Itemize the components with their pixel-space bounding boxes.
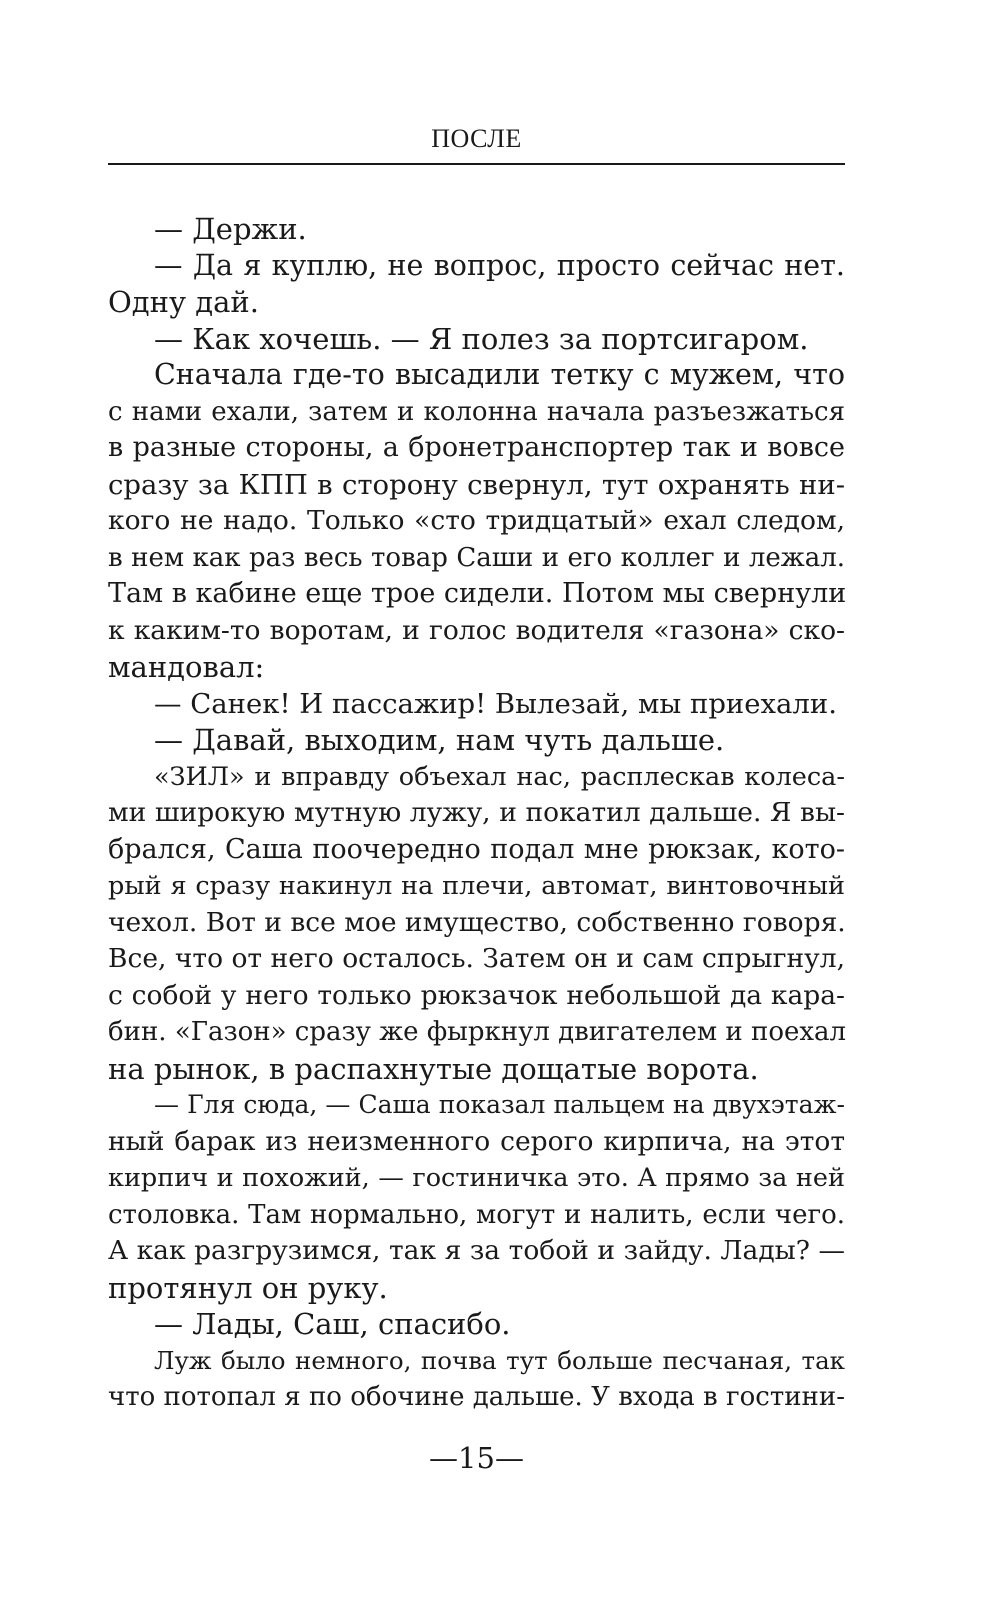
text-line: в разные стороны, а бронетранспортер так и вовсе [108, 432, 845, 463]
text-line: Луж было немного, почва тут больше песчаная, так [154, 1345, 845, 1375]
text-line: бин. «Газон» сразу же фыркнул двигателем и поехал [108, 1017, 847, 1047]
text-line: чехол. Вот и все мое имущество, собственно говоря. [108, 906, 846, 938]
text-line: протянул он руку. [108, 1270, 388, 1305]
text-line: кирпич и похожий, — гостиничка это. А прямо за ней [108, 1163, 845, 1193]
text-line: сразу за КПП в сторону свернул, тут охранять ни- [108, 468, 845, 501]
text-line: рый я сразу накинул на плечи, автомат, винтовочный [108, 871, 845, 901]
text-line: мандовал: [108, 650, 265, 684]
text-line: в нем как раз весь товар Саши и его коллег и лежал. [108, 542, 845, 573]
text-line: — Давай, выходим, нам чуть дальше. [154, 723, 725, 757]
body-text [108, 211, 845, 1416]
header-rule [108, 163, 845, 165]
text-line: на рынок, в распахнутые дощатые ворота. [108, 1051, 759, 1086]
text-line: что потопал я по обочине дальше. У входа в гостини- [108, 1382, 845, 1412]
text-line: с собой у него только рюкзачок небольшой да кара- [108, 979, 845, 1011]
text-line: Сначала где-то высадили тетку с мужем, что [154, 358, 845, 391]
text-line: кого не надо. Только «сто тридцатый» ехал следом, [108, 505, 845, 536]
text-line: ный барак из неизменного серого кирпича, на этот [108, 1125, 845, 1157]
text-line: А как разгрузимся, так я за тобой и зайду. Лады? — [108, 1235, 845, 1266]
text-line: — Как хочешь. — Я полез за портсигаром. [154, 321, 809, 356]
text-line: — Лады, Саш, спасибо. [154, 1307, 511, 1341]
text-line: «ЗИЛ» и вправду объехал нас, расплескав колеса- [154, 761, 845, 792]
text-line: — Санек! И пассажир! Вылезай, мы приехали. [154, 687, 837, 720]
text-line: к каким-то воротам, и голос водителя «газона» ско- [108, 614, 845, 646]
text-line: столовка. Там нормально, могут и налить, если чего. [108, 1199, 845, 1230]
text-line: брался, Саша поочередно подал мне рюкзак, кото- [108, 833, 845, 865]
text-line: Все, что от него осталось. Затем он и сам спрыгнул, [108, 943, 845, 974]
text-line: Там в кабине еще трое сидели. Потом мы свернули [108, 578, 847, 609]
text-line: Одну дай. [108, 285, 259, 319]
text-line: — Да я куплю, не вопрос, просто сейчас нет. [154, 248, 845, 282]
running-header: ПОСЛЕ [431, 124, 522, 153]
text-line: — Гля сюда, — Саша показал пальцем на двухэтаж- [154, 1090, 845, 1119]
text-line: — Держи. [154, 212, 307, 246]
text-line: с нами ехали, затем и колонна начала разъезжаться [108, 396, 845, 427]
page-number: —15— [429, 1441, 524, 1475]
text-line: ми широкую мутную лужу, и покатил дальше. Я вы- [108, 797, 845, 828]
